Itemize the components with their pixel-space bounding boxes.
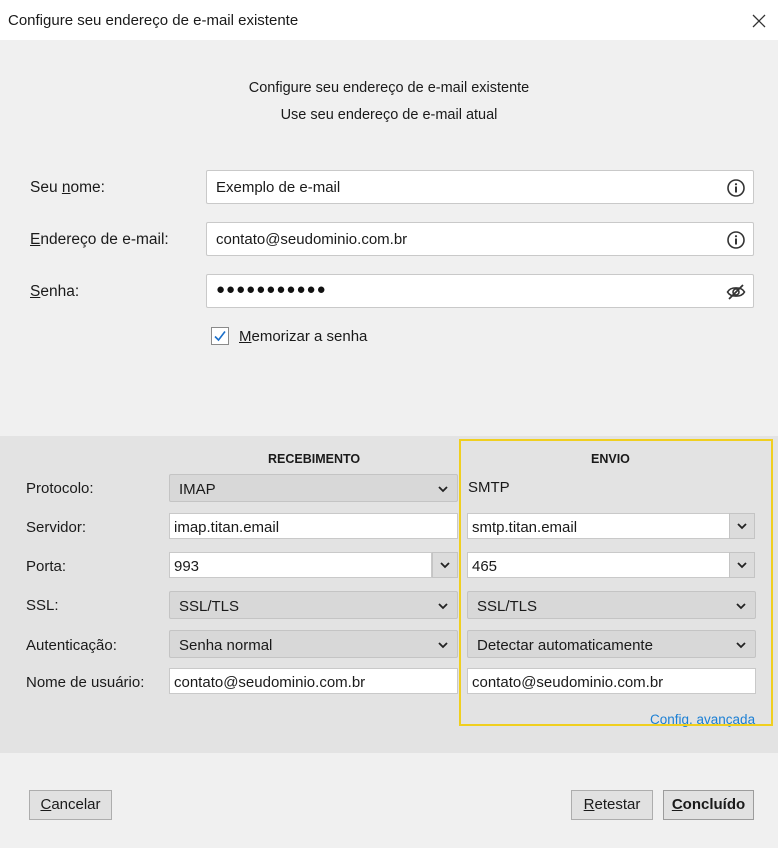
done-button[interactable]: Concluído xyxy=(663,790,754,820)
outgoing-auth-select[interactable]: Detectar automaticamente xyxy=(467,630,756,658)
chevron-down-icon xyxy=(437,600,449,612)
ssl-label: SSL: xyxy=(26,597,59,614)
remember-password-checkbox[interactable] xyxy=(211,327,229,345)
window-titlebar xyxy=(0,0,778,40)
chevron-down-icon xyxy=(735,600,747,612)
info-icon[interactable] xyxy=(725,177,747,199)
checkmark-icon xyxy=(213,329,227,343)
incoming-auth-select[interactable]: Senha normal xyxy=(169,630,458,658)
chevron-down-icon xyxy=(437,483,449,495)
name-label: Seu nome: xyxy=(30,179,105,196)
incoming-header: RECEBIMENTO xyxy=(268,452,361,466)
incoming-port-input[interactable]: 993 xyxy=(169,552,432,578)
server-label: Servidor: xyxy=(26,519,87,536)
outgoing-header: ENVIO xyxy=(591,452,630,466)
auth-label: Autenticação: xyxy=(26,637,117,654)
cancel-button[interactable]: Cancelar xyxy=(29,790,112,820)
outgoing-port-dropdown-button[interactable] xyxy=(729,552,755,578)
remember-password-label[interactable]: Memorizar a senha xyxy=(239,328,368,345)
advanced-config-link[interactable]: Config. avançada xyxy=(650,712,756,727)
password-label: Senha: xyxy=(30,283,80,300)
page-title: Configure seu endereço de e-mail existente xyxy=(248,80,530,96)
password-field[interactable] xyxy=(206,274,754,308)
email-label: Endereço de e-mail: xyxy=(30,231,169,248)
outgoing-server-input[interactable]: smtp.titan.email xyxy=(467,513,730,539)
protocol-label: Protocolo: xyxy=(26,480,94,497)
name-field[interactable] xyxy=(206,170,754,204)
eye-slash-icon[interactable] xyxy=(725,281,747,303)
outgoing-port-input[interactable]: 465 xyxy=(467,552,730,578)
chevron-down-icon xyxy=(736,559,748,571)
email-value: contato@seudominio.com.br xyxy=(216,231,408,248)
name-value: Exemplo de e-mail xyxy=(216,179,341,196)
retest-button[interactable]: Retestar xyxy=(571,790,653,820)
incoming-server-input[interactable]: imap.titan.email xyxy=(169,513,458,539)
chevron-down-icon xyxy=(439,559,451,571)
window-title: Configure seu endereço de e-mail existente xyxy=(8,12,299,29)
incoming-ssl-select[interactable]: SSL/TLS xyxy=(169,591,458,619)
outgoing-ssl-select[interactable]: SSL/TLS xyxy=(467,591,756,619)
email-field[interactable] xyxy=(206,222,754,256)
port-label: Porta: xyxy=(26,558,67,575)
outgoing-username-input[interactable]: contato@seudominio.com.br xyxy=(467,668,756,694)
incoming-port-dropdown-button[interactable] xyxy=(432,552,458,578)
username-label: Nome de usuário: xyxy=(26,674,145,691)
chevron-down-icon xyxy=(736,520,748,532)
chevron-down-icon xyxy=(735,639,747,651)
outgoing-protocol-value: SMTP xyxy=(468,479,510,496)
close-button[interactable] xyxy=(746,8,772,34)
info-icon[interactable] xyxy=(725,229,747,251)
chevron-down-icon xyxy=(437,639,449,651)
close-icon xyxy=(746,8,772,34)
outgoing-server-dropdown-button[interactable] xyxy=(729,513,755,539)
page-subtitle: Use seu endereço de e-mail atual xyxy=(280,107,498,123)
incoming-username-input[interactable]: contato@seudominio.com.br xyxy=(169,668,458,694)
password-value: ●●●●●●●●●●● xyxy=(216,281,327,298)
incoming-protocol-select[interactable]: IMAP xyxy=(169,474,458,502)
